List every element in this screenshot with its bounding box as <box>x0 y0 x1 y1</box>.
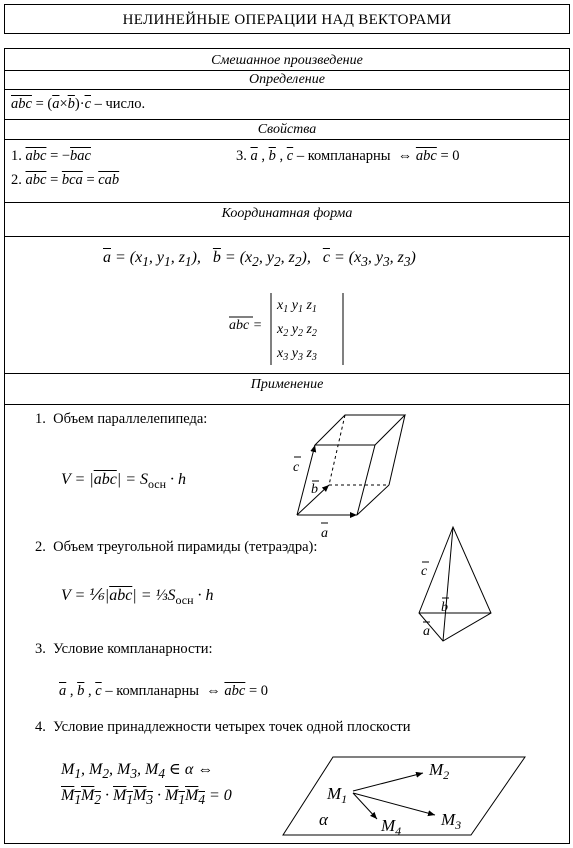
svg-text:a: a <box>423 624 430 639</box>
parallelepiped-diagram <box>285 409 425 541</box>
determinant-formula <box>227 289 357 369</box>
definition-word: – число. <box>94 96 146 112</box>
definition-row <box>5 89 569 119</box>
app-item-1: 1. Объем параллелепипеда: <box>35 411 208 427</box>
four-points-condition-line1: $M_1$, $M_2$, $M_3$, $M_4$ ∈ α ⇔ <box>61 761 214 782</box>
header-properties: Свойства <box>5 119 569 138</box>
svg-text:x2 y2 z2: $x_2$ $y_2$ $z_2$ <box>277 322 317 339</box>
coplanarity-condition: $\overline{a}$ , $\overline{b}$ , $\overline{c}$ – компланарны ⇔ $\overline{abc} = 0$ <box>59 683 269 699</box>
svg-text:x1 y1 z1: $x_1$ $y_1$ $z_1$ <box>277 298 317 315</box>
svg-text:a: a <box>321 526 328 541</box>
app-item-2: 2. Объем треугольной пирамиды (тетраэдра): <box>35 539 318 555</box>
svg-text:c: c <box>293 460 300 475</box>
header-definition: Определение <box>5 70 569 89</box>
parallelepiped-volume-formula: $V = |\overline{abc}| = S_{осн} \cdot h$ <box>61 471 187 492</box>
four-points-condition-line2: $M_1M_2 \cdot M_1M_3 \cdot M_1M_4 = 0$ <box>61 787 232 808</box>
pyramid-diagram <box>415 523 497 647</box>
vector-coordinates: $\overline{a} = (x_1$, $y_1$, $z_1$), $\overline{b} = (x_2$, $y_2$, $z_2$), $\overline{c} = (x_3$, $y_3$, $z_3$) <box>103 249 416 270</box>
app-item-3: 3. Условие компланарности: <box>35 641 213 657</box>
property-3: 3. $\overline{a}$ , $\overline{b}$ , $\overline{c}$ – компланарны ⇔ $\overline{abc} = 0$ <box>236 148 460 164</box>
page-title: НЕЛИНЕЙНЫЕ ОПЕРАЦИИ НАД ВЕКТОРАМИ <box>4 4 570 34</box>
application-body <box>5 404 569 845</box>
svg-text:M2: $M_2$ <box>429 760 450 782</box>
svg-text:M3: $M_3$ <box>441 810 462 832</box>
svg-text:M4: $M_4$ <box>381 816 402 838</box>
header-application: Применение <box>5 373 569 404</box>
svg-text:c: c <box>421 564 428 579</box>
svg-text:x3 y3 z3: $x_3$ $y_3$ $z_3$ <box>277 346 317 363</box>
svg-text:abc =: abc = <box>229 318 263 333</box>
svg-text:b: b <box>441 600 448 615</box>
svg-text:M1: $M_1$ <box>327 784 348 806</box>
definition-formula: $\overline{abc} = (\overline{a}\times\overline{b})\cdot\overline{c}$ – число. <box>11 96 146 112</box>
svg-text:b: b <box>311 482 318 497</box>
app-item-4: 4. Условие принадлежности четырех точек одной плоскости <box>35 719 411 735</box>
content-table <box>4 48 570 844</box>
svg-text:α: α <box>319 810 328 829</box>
properties-row <box>5 139 569 202</box>
pyramid-volume-formula: $V = \frac{1}{6}|\overline{abc}|$ = $\frac{1}{3}S_{осн} \cdot h$ <box>61 587 214 608</box>
header-coordinate-form: Координатная форма <box>5 202 569 236</box>
header-mixed-product: Смешанное произведение <box>211 53 363 68</box>
plane-diagram <box>277 753 531 839</box>
property-1: 1. $\overline{abc} = -\overline{bac}$ <box>11 148 91 164</box>
coordinate-row <box>5 236 569 373</box>
property-2: 2. $\overline{abc} = \overline{bca} = \overline{cab}$ <box>11 172 120 188</box>
